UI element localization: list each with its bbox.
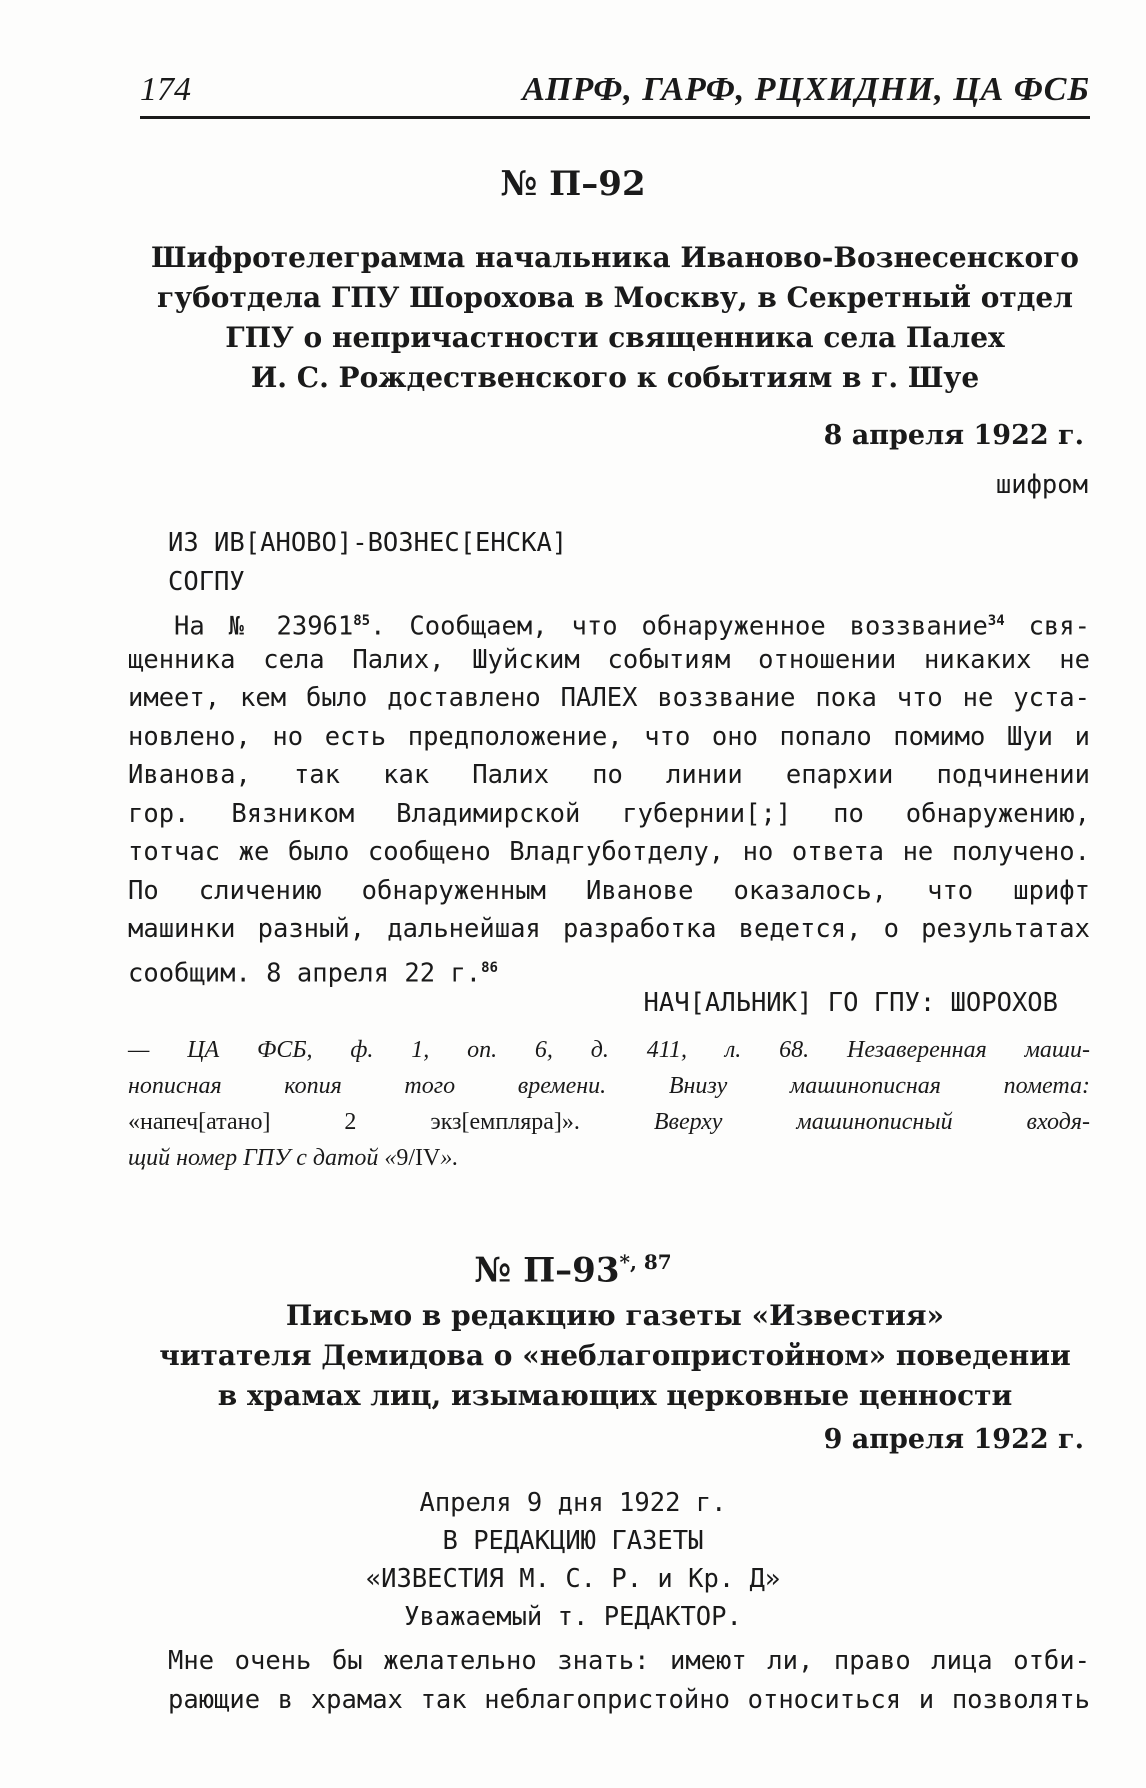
doc-title-92-line: губотдела ГПУ Шорохова в Москву, в Секретный отдел [157,281,1073,314]
doc-title-92-line: ГПУ о непричастности священника села Палех [225,321,1005,354]
doc-title-92 [140,238,1090,398]
doc-date-93: 9 апреля 1922 г. [823,1424,1084,1455]
doc-number-93-text: № П–93 [474,1250,620,1291]
source-text: щий номер ГПУ с датой « [128,1145,397,1171]
source-text: нописная копия того времени. Внизу машинописная помета: [128,1073,1090,1099]
doc-title-92-line: Шифротелеграмма начальника Иваново-Вознесенского [151,241,1079,274]
source-text: 9/IV [396,1145,441,1171]
body-text: На № 23961 [174,611,354,642]
doc-title-92-line: И. С. Рождественского к событиям в г. Шуе [250,361,980,394]
source-line [128,1104,1090,1140]
doc-number-93-marks: *, 87 [619,1250,672,1274]
source-text: Вверху машинописный входя- [579,1109,1091,1135]
body-line [128,949,1090,988]
doc-title-93-line: в храмах лиц, изымающих церковные ценности [217,1379,1013,1412]
page-number: 174 [140,71,191,108]
running-header [140,70,1090,119]
footnote-ref: 86 [481,959,498,976]
body-text: свя- [1004,611,1090,642]
source-line [128,1032,1090,1068]
doc-title-93-line: Письмо в редакцию газеты «Известия» [285,1299,945,1332]
body-line [128,602,1090,641]
body-line: новлено, но есть предположение, что оно попало помимо Шуи и [128,721,1090,752]
body-text: сообщим. 8 апреля 22 г. [128,958,482,988]
from-line: ИЗ ИВ[АНОВО]-ВОЗНЕС[ЕНСКА] [168,528,568,558]
source-text: «напеч[атано] 2 экз[емпляра]». [128,1109,580,1135]
source-line [128,1140,1090,1176]
doc-number-93 [0,1250,1146,1290]
signature: НАЧ[АЛЬНИК] ГО ГПУ: ШОРОХОВ [643,988,1058,1018]
body-line: щенника села Палих, Шуйским событиям отношении никаких не [128,644,1090,675]
transmission-note: шифром [995,470,1088,500]
to-line: СОГПУ [168,567,245,597]
footnote-ref: 34 [987,613,1005,629]
letter-addressee: «ИЗВЕСТИЯ М. С. Р. и Кр. Д» [365,1564,781,1594]
source-line [128,1068,1090,1104]
body-line: Иванова, так как Палих по линии епархии подчинении [128,760,1090,790]
body-line: имеет, кем было доставлено ПАЛЕХ воззвание пока что не уста- [128,683,1090,713]
archival-source-note [128,1032,1090,1176]
doc-date-92: 8 апреля 1922 г. [823,420,1084,451]
source-text: ». [440,1145,459,1171]
footnote-ref: 85 [353,613,371,629]
letter-dateline: Апреля 9 дня 1922 г. [419,1488,727,1518]
body-line: Мне очень бы желательно знать: имеют ли, право лица отби- [168,1646,1090,1676]
telegram-body [128,602,1090,987]
letter-body [168,1642,1090,1719]
doc-title-93 [140,1296,1090,1416]
doc-title-93-line: читателя Демидова о «неблагопристойном» поведении [159,1339,1071,1372]
letter-salutation: Уважаемый т. РЕДАКТОР. [404,1602,742,1632]
running-title: АПРФ, ГАРФ, РЦХИДНИ, ЦА ФСБ [522,71,1090,108]
doc-number-92: № П–92 [500,164,646,204]
body-line: гор. Вязником Владимирской губернии[;] по обнаружению, [128,798,1090,829]
body-line: тотчас же было сообщено Владгуботделу, но ответа не получено. [128,837,1090,867]
source-text: — ЦА ФСБ, ф. 1, оп. 6, д. 411, л. 68. Незаверенная маши- [128,1037,1090,1063]
letter-addressee: В РЕДАКЦИЮ ГАЗЕТЫ [442,1526,704,1556]
body-text: . Сообщаем, что обнаруженное воззвание [370,611,988,642]
body-line: машинки разный, дальнейшая разработка ведется, о результатах [128,914,1090,944]
body-line: По сличению обнаруженным Иванове оказалось, что шрифт [128,875,1090,906]
body-line: рающие в храмах так неблагопристойно относиться и позволять [168,1684,1090,1715]
